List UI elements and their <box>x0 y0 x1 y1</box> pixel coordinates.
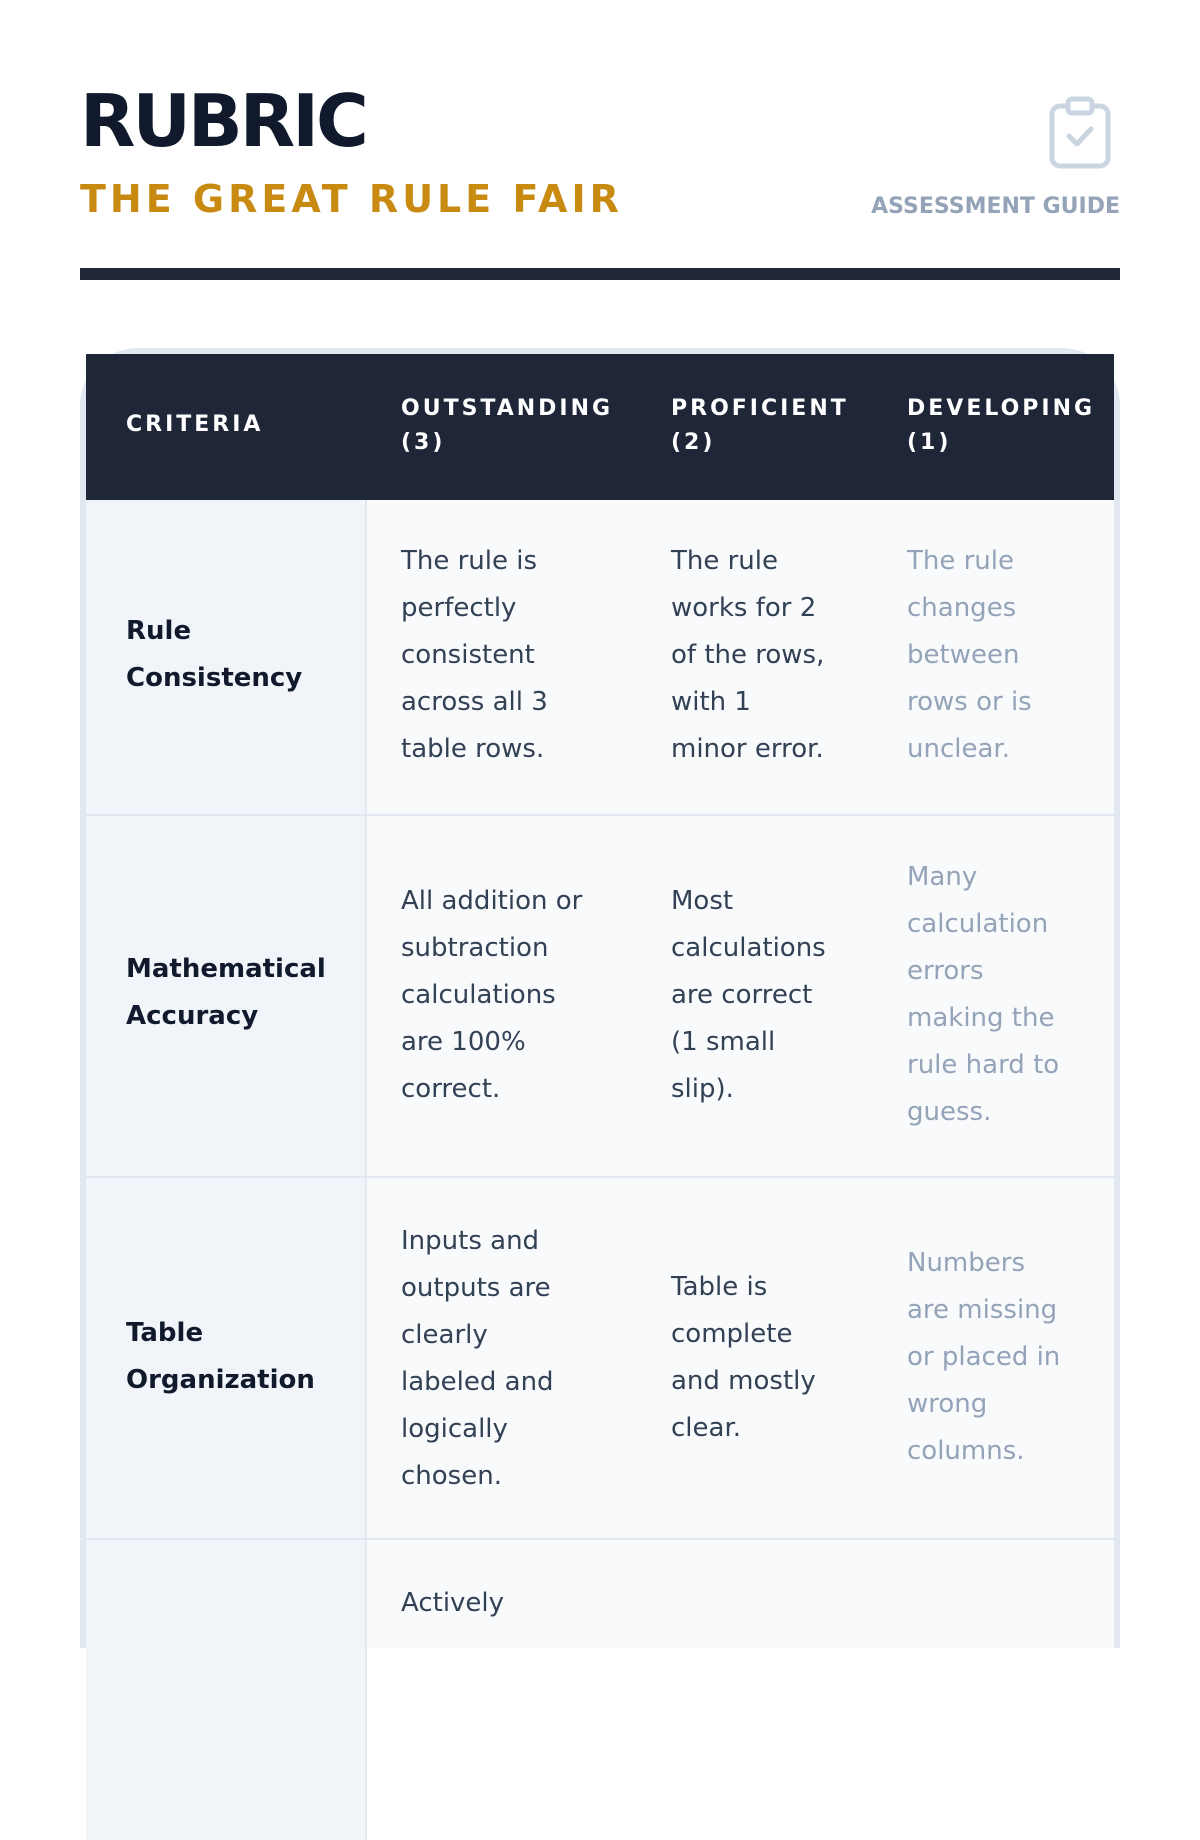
proficient-cell: Most calculations are correct (1 small slip). <box>671 886 826 1104</box>
column-header-developing: DEVELOPING (1) <box>907 396 1096 455</box>
clipboard-check-icon <box>1048 96 1112 170</box>
table-row <box>86 500 1114 816</box>
column-header-proficient: PROFICIENT (2) <box>671 396 849 455</box>
criteria-label: Table Organization <box>126 1318 315 1395</box>
table-row <box>86 1178 1114 1540</box>
table-row <box>86 1540 1114 1840</box>
developing-cell: The rule changes between rows or is unclear. <box>907 546 1032 764</box>
rubric-table <box>80 348 1120 1648</box>
outstanding-cell: All addition or subtraction calculations are 100% correct. <box>401 886 583 1104</box>
proficient-cell: Table is complete and mostly clear. <box>671 1272 816 1443</box>
criteria-label: Mathematical Accuracy <box>126 954 326 1031</box>
page-header <box>80 0 1120 282</box>
criteria-label: Rule Consistency <box>126 616 303 693</box>
outstanding-cell: Actively <box>401 1588 505 1618</box>
header-divider <box>80 268 1120 280</box>
page-subtitle: THE GREAT RULE FAIR <box>80 177 623 221</box>
criteria-cell <box>86 1540 367 1840</box>
developing-cell: Numbers are missing or placed in wrong columns. <box>907 1248 1061 1466</box>
criteria-cell <box>86 1178 367 1538</box>
table-header-row <box>86 354 1114 500</box>
criteria-cell <box>86 500 367 814</box>
proficient-cell: The rule works for 2 of the rows, with 1 minor error. <box>671 546 825 764</box>
column-header-criteria: CRITERIA <box>126 412 264 437</box>
table-row <box>86 816 1114 1178</box>
outstanding-cell: The rule is perfectly consistent across all 3 table rows. <box>401 546 548 764</box>
outstanding-cell: Inputs and outputs are clearly labeled and logically chosen. <box>401 1226 554 1491</box>
assessment-guide-label: ASSESSMENT GUIDE <box>871 194 1120 219</box>
column-header-outstanding: OUTSTANDING (3) <box>401 396 614 455</box>
criteria-cell <box>86 816 367 1176</box>
developing-cell: Many calculation errors making the rule hard to guess. <box>907 862 1060 1127</box>
page-title: RUBRIC <box>80 79 366 163</box>
